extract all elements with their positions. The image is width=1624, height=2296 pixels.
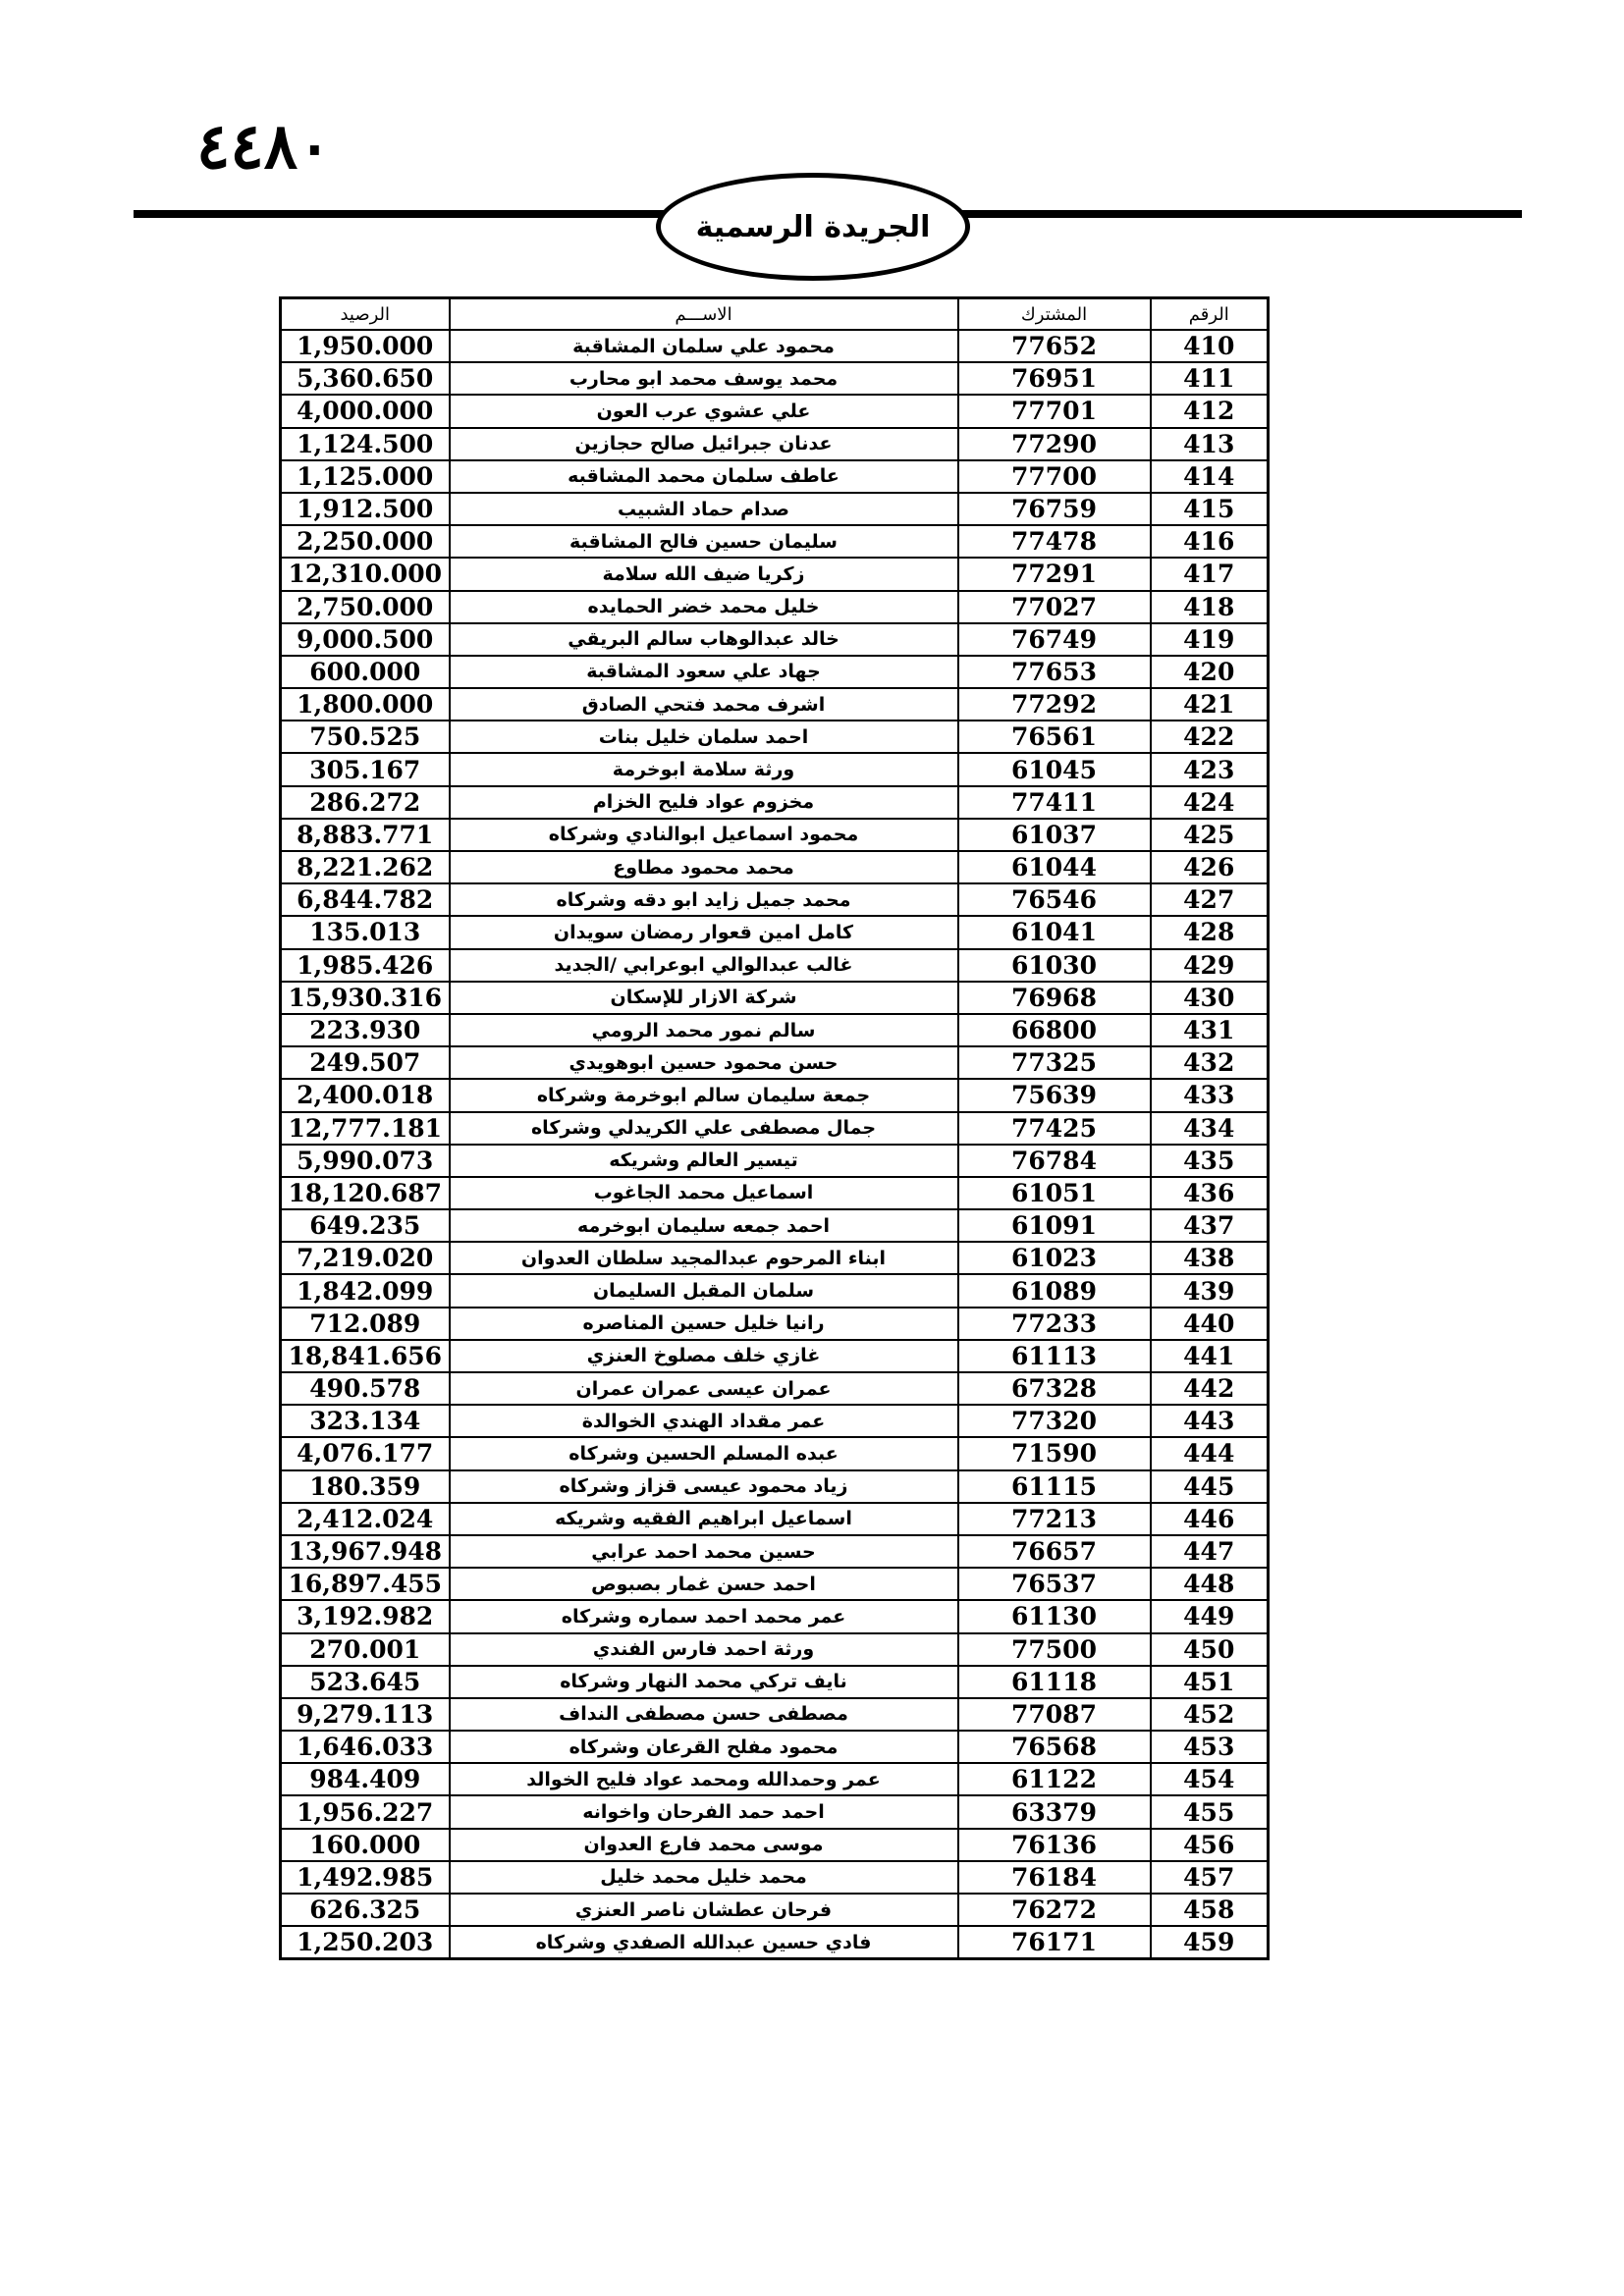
table-row xyxy=(281,982,1269,1014)
row-number-cell: 428 xyxy=(1151,916,1269,948)
table-row xyxy=(281,1242,1269,1274)
subscriber-cell: 61030 xyxy=(958,949,1151,982)
table-row xyxy=(281,1437,1269,1469)
subscriber-cell: 77213 xyxy=(958,1503,1151,1535)
balance-cell: 4,076.177 xyxy=(281,1437,450,1469)
subscriber-cell: 77425 xyxy=(958,1112,1151,1145)
balance-cell: 1,956.227 xyxy=(281,1795,450,1828)
subscriber-cell: 77320 xyxy=(958,1405,1151,1437)
table-row xyxy=(281,362,1269,395)
balance-cell: 270.001 xyxy=(281,1633,450,1666)
subscriber-cell: 76272 xyxy=(958,1894,1151,1926)
table-row xyxy=(281,851,1269,883)
name-cell: عمران عيسى عمران عمران xyxy=(450,1372,958,1405)
subscriber-cell: 77701 xyxy=(958,395,1151,427)
table-row xyxy=(281,1372,1269,1405)
balance-cell: 12,777.181 xyxy=(281,1112,450,1145)
name-cell: احمد حمد الفرحان واخوانه xyxy=(450,1795,958,1828)
row-number-cell: 453 xyxy=(1151,1731,1269,1763)
table-row xyxy=(281,395,1269,427)
subscriber-cell: 77291 xyxy=(958,558,1151,590)
row-number-cell: 445 xyxy=(1151,1470,1269,1503)
balance-cell: 523.645 xyxy=(281,1666,450,1698)
column-header-balance: الرصيد xyxy=(281,298,450,331)
row-number-cell: 415 xyxy=(1151,493,1269,525)
subscriber-cell: 76537 xyxy=(958,1568,1151,1600)
table-row xyxy=(281,1698,1269,1731)
table-row xyxy=(281,1926,1269,1959)
row-number-cell: 438 xyxy=(1151,1242,1269,1274)
balance-cell: 135.013 xyxy=(281,916,450,948)
balance-cell: 5,360.650 xyxy=(281,362,450,395)
subscriber-cell: 61118 xyxy=(958,1666,1151,1698)
row-number-cell: 422 xyxy=(1151,721,1269,753)
balance-cell: 600.000 xyxy=(281,656,450,688)
row-number-cell: 419 xyxy=(1151,623,1269,656)
balance-cell: 712.089 xyxy=(281,1308,450,1340)
balance-cell: 180.359 xyxy=(281,1470,450,1503)
name-cell: زكريا ضيف الله سلامة xyxy=(450,558,958,590)
subscriber-cell: 61130 xyxy=(958,1600,1151,1632)
row-number-cell: 430 xyxy=(1151,982,1269,1014)
name-cell: غالب عبدالوالي ابوعرابي /الجديد xyxy=(450,949,958,982)
subscriber-cell: 76784 xyxy=(958,1145,1151,1177)
row-number-cell: 436 xyxy=(1151,1177,1269,1209)
balance-cell: 1,800.000 xyxy=(281,688,450,721)
subscriber-cell: 76657 xyxy=(958,1535,1151,1568)
row-number-cell: 456 xyxy=(1151,1829,1269,1861)
name-cell: اشرف محمد فتحي الصادق xyxy=(450,688,958,721)
name-cell: مخزوم عواد فليح الخزام xyxy=(450,786,958,819)
gazette-title-oval xyxy=(656,173,970,281)
name-cell: احمد حسن غمار بصبوص xyxy=(450,1568,958,1600)
balance-cell: 1,250.203 xyxy=(281,1926,450,1959)
row-number-cell: 429 xyxy=(1151,949,1269,982)
table-row xyxy=(281,656,1269,688)
subscriber-cell: 76749 xyxy=(958,623,1151,656)
subscriber-cell: 77027 xyxy=(958,591,1151,623)
subscriber-cell: 76561 xyxy=(958,721,1151,753)
row-number-cell: 443 xyxy=(1151,1405,1269,1437)
name-cell: عاطف سلمان محمد المشاقبه xyxy=(450,460,958,493)
table-row xyxy=(281,883,1269,916)
row-number-cell: 420 xyxy=(1151,656,1269,688)
table-row xyxy=(281,1274,1269,1307)
subscriber-cell: 61115 xyxy=(958,1470,1151,1503)
subscriber-cell: 63379 xyxy=(958,1795,1151,1828)
balance-cell: 626.325 xyxy=(281,1894,450,1926)
table-row xyxy=(281,753,1269,785)
balance-cell: 223.930 xyxy=(281,1014,450,1046)
table-row xyxy=(281,1177,1269,1209)
table-row xyxy=(281,623,1269,656)
row-number-cell: 439 xyxy=(1151,1274,1269,1307)
subscriber-cell: 76184 xyxy=(958,1861,1151,1894)
table-row xyxy=(281,1112,1269,1145)
balance-cell: 2,250.000 xyxy=(281,525,450,558)
subscriber-cell: 66800 xyxy=(958,1014,1151,1046)
balance-cell: 3,192.982 xyxy=(281,1600,450,1632)
balance-cell: 18,120.687 xyxy=(281,1177,450,1209)
subscriber-cell: 61037 xyxy=(958,819,1151,851)
name-cell: عمر محمد احمد سماره وشركاه xyxy=(450,1600,958,1632)
table-row xyxy=(281,1470,1269,1503)
subscriber-cell: 71590 xyxy=(958,1437,1151,1469)
subscriber-cell: 76759 xyxy=(958,493,1151,525)
name-cell: اسماعيل ابراهيم الفقيه وشريكه xyxy=(450,1503,958,1535)
subscriber-cell: 77500 xyxy=(958,1633,1151,1666)
name-cell: اسماعيل محمد الجاغوب xyxy=(450,1177,958,1209)
row-number-cell: 421 xyxy=(1151,688,1269,721)
table-row xyxy=(281,1633,1269,1666)
name-cell: جمعة سليمان سالم ابوخرمة وشركاه xyxy=(450,1079,958,1111)
table-row xyxy=(281,1145,1269,1177)
row-number-cell: 450 xyxy=(1151,1633,1269,1666)
table-row xyxy=(281,786,1269,819)
name-cell: محمد محمود مطاوع xyxy=(450,851,958,883)
subscriber-cell: 76951 xyxy=(958,362,1151,395)
balance-cell: 5,990.073 xyxy=(281,1145,450,1177)
balance-cell: 750.525 xyxy=(281,721,450,753)
name-cell: فادي حسين عبدالله الصفدي وشركاه xyxy=(450,1926,958,1959)
name-cell: كامل امين قعوار رمضان سويدان xyxy=(450,916,958,948)
gazette-title: الجريدة الرسمية xyxy=(695,209,931,244)
name-cell: محمود علي سلمان المشاقبة xyxy=(450,330,958,362)
balance-cell: 160.000 xyxy=(281,1829,450,1861)
balance-cell: 8,883.771 xyxy=(281,819,450,851)
subscriber-cell: 61089 xyxy=(958,1274,1151,1307)
name-cell: محمد يوسف محمد ابو محارب xyxy=(450,362,958,395)
balance-cell: 1,646.033 xyxy=(281,1731,450,1763)
subscriber-cell: 76546 xyxy=(958,883,1151,916)
subscriber-cell: 61051 xyxy=(958,1177,1151,1209)
name-cell: نايف تركي محمد النهار وشركاه xyxy=(450,1666,958,1698)
table-row xyxy=(281,819,1269,851)
balance-cell: 2,750.000 xyxy=(281,591,450,623)
balance-cell: 8,221.262 xyxy=(281,851,450,883)
row-number-cell: 457 xyxy=(1151,1861,1269,1894)
subscriber-cell: 77700 xyxy=(958,460,1151,493)
row-number-cell: 459 xyxy=(1151,1926,1269,1959)
row-number-cell: 426 xyxy=(1151,851,1269,883)
balance-cell: 249.507 xyxy=(281,1046,450,1079)
balance-cell: 1,950.000 xyxy=(281,330,450,362)
table-row xyxy=(281,916,1269,948)
balance-cell: 1,912.500 xyxy=(281,493,450,525)
table-row xyxy=(281,1600,1269,1632)
balance-cell: 2,412.024 xyxy=(281,1503,450,1535)
table-row xyxy=(281,1894,1269,1926)
subscriber-cell: 67328 xyxy=(958,1372,1151,1405)
balance-cell: 2,400.018 xyxy=(281,1079,450,1111)
balance-cell: 649.235 xyxy=(281,1209,450,1242)
row-number-cell: 452 xyxy=(1151,1698,1269,1731)
row-number-cell: 454 xyxy=(1151,1763,1269,1795)
name-cell: محمود اسماعيل ابوالنادي وشركاه xyxy=(450,819,958,851)
name-cell: محمد جميل زايد ابو دقه وشركاه xyxy=(450,883,958,916)
table-row xyxy=(281,1666,1269,1698)
name-cell: عمر وحمدالله ومحمد عواد فليح الخوالد xyxy=(450,1763,958,1795)
name-cell: جمال مصطفى علي الكريدلي وشركاه xyxy=(450,1112,958,1145)
balance-cell: 16,897.455 xyxy=(281,1568,450,1600)
name-cell: حسن محمود حسين ابوهويدي xyxy=(450,1046,958,1079)
name-cell: سليمان حسين فالح المشاقبة xyxy=(450,525,958,558)
balance-cell: 1,842.099 xyxy=(281,1274,450,1307)
subscriber-cell: 61113 xyxy=(958,1340,1151,1372)
subscriber-cell: 75639 xyxy=(958,1079,1151,1111)
name-cell: مصطفى حسن مصطفى النداف xyxy=(450,1698,958,1731)
name-cell: احمد سلمان خليل بنات xyxy=(450,721,958,753)
row-number-cell: 411 xyxy=(1151,362,1269,395)
row-number-cell: 455 xyxy=(1151,1795,1269,1828)
name-cell: محمد خليل محمد خليل xyxy=(450,1861,958,1894)
row-number-cell: 418 xyxy=(1151,591,1269,623)
column-header-number: الرقم xyxy=(1151,298,1269,331)
table-row xyxy=(281,1046,1269,1079)
name-cell: حسين محمد احمد عرابي xyxy=(450,1535,958,1568)
balance-cell: 4,000.000 xyxy=(281,395,450,427)
name-cell: ورثة احمد فارس الفندي xyxy=(450,1633,958,1666)
name-cell: احمد جمعه سليمان ابوخرمه xyxy=(450,1209,958,1242)
table-row xyxy=(281,1340,1269,1372)
subscriber-cell: 77653 xyxy=(958,656,1151,688)
subscriber-cell: 61045 xyxy=(958,753,1151,785)
row-number-cell: 446 xyxy=(1151,1503,1269,1535)
table-row xyxy=(281,1568,1269,1600)
row-number-cell: 412 xyxy=(1151,395,1269,427)
name-cell: فرحان عطشان ناصر العنزي xyxy=(450,1894,958,1926)
table-row xyxy=(281,460,1269,493)
name-cell: عدنان جبرائيل صالح حجازين xyxy=(450,428,958,460)
balance-cell: 1,124.500 xyxy=(281,428,450,460)
subscriber-cell: 61041 xyxy=(958,916,1151,948)
subscriber-cell: 77411 xyxy=(958,786,1151,819)
balance-cell: 9,279.113 xyxy=(281,1698,450,1731)
balance-cell: 1,125.000 xyxy=(281,460,450,493)
table-row xyxy=(281,1209,1269,1242)
name-cell: علي عشوي عرب العون xyxy=(450,395,958,427)
name-cell: صدام حماد الشبيب xyxy=(450,493,958,525)
table-row xyxy=(281,493,1269,525)
name-cell: عبده المسلم الحسين وشركاه xyxy=(450,1437,958,1469)
name-cell: عمر مقداد الهندي الخوالدة xyxy=(450,1405,958,1437)
name-cell: ابناء المرحوم عبدالمجيد سلطان العدوان xyxy=(450,1242,958,1274)
row-number-cell: 442 xyxy=(1151,1372,1269,1405)
table-row xyxy=(281,688,1269,721)
table-row xyxy=(281,428,1269,460)
balance-cell: 12,310.000 xyxy=(281,558,450,590)
table-row xyxy=(281,330,1269,362)
table-row xyxy=(281,558,1269,590)
name-cell: ورثة سلامة ابوخرمة xyxy=(450,753,958,785)
table-body xyxy=(281,330,1269,1959)
table-row xyxy=(281,1405,1269,1437)
row-number-cell: 425 xyxy=(1151,819,1269,851)
balance-cell: 9,000.500 xyxy=(281,623,450,656)
balance-cell: 18,841.656 xyxy=(281,1340,450,1372)
balances-table xyxy=(279,296,1270,1960)
name-cell: خالد عبدالوهاب سالم البريقي xyxy=(450,623,958,656)
row-number-cell: 413 xyxy=(1151,428,1269,460)
row-number-cell: 440 xyxy=(1151,1308,1269,1340)
table-row xyxy=(281,949,1269,982)
balance-cell: 1,492.985 xyxy=(281,1861,450,1894)
table-row xyxy=(281,1763,1269,1795)
row-number-cell: 417 xyxy=(1151,558,1269,590)
balance-cell: 6,844.782 xyxy=(281,883,450,916)
row-number-cell: 441 xyxy=(1151,1340,1269,1372)
table-row xyxy=(281,1308,1269,1340)
row-number-cell: 414 xyxy=(1151,460,1269,493)
table-row xyxy=(281,1079,1269,1111)
table-row xyxy=(281,1503,1269,1535)
subscriber-cell: 61091 xyxy=(958,1209,1151,1242)
name-cell: زياد محمود عيسى قزاز وشركاه xyxy=(450,1470,958,1503)
balance-cell: 7,219.020 xyxy=(281,1242,450,1274)
subscriber-cell: 61122 xyxy=(958,1763,1151,1795)
name-cell: تيسير العالم وشريكه xyxy=(450,1145,958,1177)
row-number-cell: 431 xyxy=(1151,1014,1269,1046)
table-header-row xyxy=(281,298,1269,331)
subscriber-cell: 76568 xyxy=(958,1731,1151,1763)
row-number-cell: 410 xyxy=(1151,330,1269,362)
row-number-cell: 433 xyxy=(1151,1079,1269,1111)
subscriber-cell: 77478 xyxy=(958,525,1151,558)
table-row xyxy=(281,1861,1269,1894)
row-number-cell: 423 xyxy=(1151,753,1269,785)
name-cell: خليل محمد خضر الحمايده xyxy=(450,591,958,623)
balance-cell: 286.272 xyxy=(281,786,450,819)
row-number-cell: 424 xyxy=(1151,786,1269,819)
name-cell: موسى محمد فارع العدوان xyxy=(450,1829,958,1861)
table-row xyxy=(281,1535,1269,1568)
subscriber-cell: 76136 xyxy=(958,1829,1151,1861)
row-number-cell: 448 xyxy=(1151,1568,1269,1600)
row-number-cell: 444 xyxy=(1151,1437,1269,1469)
table-row xyxy=(281,591,1269,623)
table-row xyxy=(281,1731,1269,1763)
row-number-cell: 458 xyxy=(1151,1894,1269,1926)
balance-cell: 305.167 xyxy=(281,753,450,785)
subscriber-cell: 77325 xyxy=(958,1046,1151,1079)
subscriber-cell: 77292 xyxy=(958,688,1151,721)
balance-cell: 984.409 xyxy=(281,1763,450,1795)
column-header-subscriber: المشترك xyxy=(958,298,1151,331)
table-row xyxy=(281,1795,1269,1828)
row-number-cell: 435 xyxy=(1151,1145,1269,1177)
name-cell: غازي خلف مصلوخ العنزي xyxy=(450,1340,958,1372)
page-number: ٤٤٨٠ xyxy=(196,110,332,184)
row-number-cell: 451 xyxy=(1151,1666,1269,1698)
balance-cell: 490.578 xyxy=(281,1372,450,1405)
subscriber-cell: 76171 xyxy=(958,1926,1151,1959)
table-row xyxy=(281,721,1269,753)
column-header-name: الاســـم xyxy=(450,298,958,331)
subscriber-cell: 77652 xyxy=(958,330,1151,362)
name-cell: رانيا خليل حسين المناصره xyxy=(450,1308,958,1340)
row-number-cell: 449 xyxy=(1151,1600,1269,1632)
name-cell: محمود مفلح القرعان وشركاه xyxy=(450,1731,958,1763)
subscriber-cell: 77290 xyxy=(958,428,1151,460)
row-number-cell: 437 xyxy=(1151,1209,1269,1242)
row-number-cell: 427 xyxy=(1151,883,1269,916)
table-row xyxy=(281,525,1269,558)
name-cell: شركة الازار للإسكان xyxy=(450,982,958,1014)
balance-cell: 323.134 xyxy=(281,1405,450,1437)
balance-cell: 13,967.948 xyxy=(281,1535,450,1568)
subscriber-cell: 61023 xyxy=(958,1242,1151,1274)
subscriber-cell: 76968 xyxy=(958,982,1151,1014)
name-cell: جهاد علي سعود المشاقبة xyxy=(450,656,958,688)
row-number-cell: 434 xyxy=(1151,1112,1269,1145)
balances-table-container xyxy=(279,296,1267,1960)
name-cell: سلمان المقبل السليمان xyxy=(450,1274,958,1307)
subscriber-cell: 77233 xyxy=(958,1308,1151,1340)
balance-cell: 15,930.316 xyxy=(281,982,450,1014)
row-number-cell: 447 xyxy=(1151,1535,1269,1568)
row-number-cell: 432 xyxy=(1151,1046,1269,1079)
table-row xyxy=(281,1014,1269,1046)
name-cell: سالم نمور محمد الرومي xyxy=(450,1014,958,1046)
table-row xyxy=(281,1829,1269,1861)
balance-cell: 1,985.426 xyxy=(281,949,450,982)
subscriber-cell: 61044 xyxy=(958,851,1151,883)
subscriber-cell: 77087 xyxy=(958,1698,1151,1731)
row-number-cell: 416 xyxy=(1151,525,1269,558)
